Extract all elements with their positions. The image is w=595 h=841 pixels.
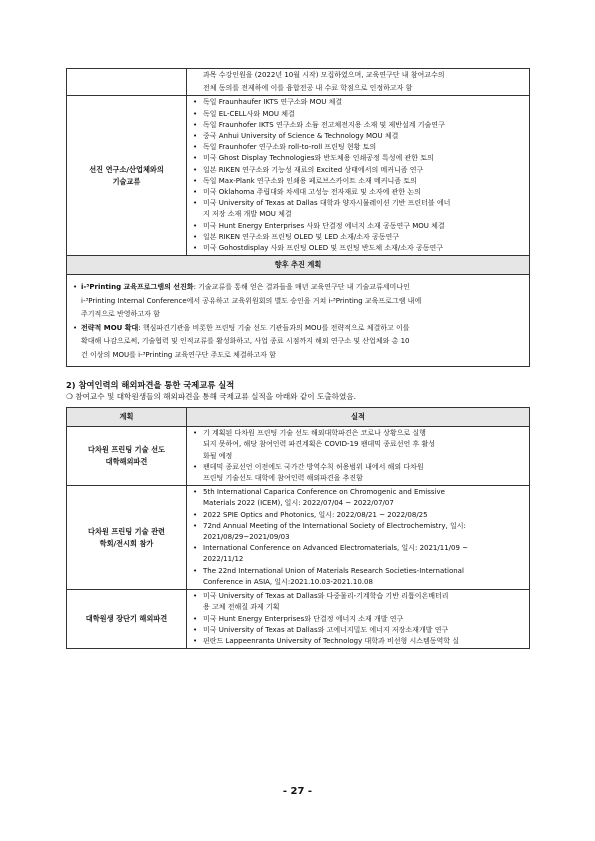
- result-item: • 팬데믹 종료선언 이전에도 국가간 방역수칙 허용범위 내에서 해외 다차원: [191, 462, 525, 473]
- result-item: 2021/08/29~2021/09/03: [203, 533, 290, 542]
- continuation-line: 과목 수강인원을 (2022년 10월 시작) 모집하였으며, 교육연구단 내 참여교수의: [203, 71, 445, 79]
- result-item: • 미국 University of Texas at Dallas와 고에너지밀도 에너지 저장소재개발 연구: [191, 625, 525, 636]
- row-label: 선진 연구소/산업체와의 기술교류: [67, 96, 187, 256]
- plan-item-cont: 건 이상의 MOU를 i-³Printing 교육연구단 주도로 체결하고자 함: [81, 350, 276, 359]
- result-item: • 기 계획된 다차원 프린팅 기술 선도 해외대학파견은 코로나 상황으로 실행: [191, 428, 525, 439]
- result-item: 되지 못하여, 해당 참여인력 파견계획은 COVID-19 팬데믹 종료선언 후 활성: [203, 440, 436, 449]
- result-list: [187, 590, 529, 648]
- col-header-plan: 계획: [67, 408, 187, 427]
- row-label: 다차원 프린팅 기술 선도 대학해외파견: [67, 427, 187, 486]
- plan-item-cont: i-³Printing Internal Conference에서 공유하고 교육위원회의 별도 승인을 거쳐 i-³Printing 교육프로그램 내에: [81, 296, 422, 305]
- exchange-item: • 일본 RIKEN 연구소와 기능성 재료의 Excited 상태에서의 메커니즘 연구: [191, 165, 525, 176]
- plan-item: • 전략적 MOU 확대: 핵심파견기관을 비롯한 프린팅 기술 선도 기관들과의 MOU를 전략적으로 체결하고 이를: [73, 322, 523, 336]
- result-item: • 핀란드 Lappeenranta University of Technology 대학과 비선형 시스템동역학 실: [191, 636, 525, 647]
- continuation-line: 전체 동의를 전제하에 이를 융합전공 내 수료 학점으로 인정하고자 함: [203, 84, 413, 93]
- col-header-result: 실적: [187, 408, 530, 427]
- dispatch-row: [67, 590, 530, 649]
- exchange-item: • 미국 University of Texas at Dallas 대학과 양자시뮬레이션 기반 프린터블 에너: [191, 198, 525, 209]
- exchange-item: • 미국 Ghost Display Technologies와 반도체용 인쇄공정 특성에 관한 토의: [191, 153, 525, 164]
- row-label: 대학원생 장단기 해외파견: [67, 590, 187, 649]
- exchange-item: • 독일 Max-Plank 연구소와 인쇄용 페로브스카이트 소재 메커니즘 토의: [191, 176, 525, 187]
- tech-exchange-row: [67, 96, 530, 256]
- result-item: 프린팅 기술선도 대학에 참여인력 해외파견을 추진함: [203, 474, 363, 483]
- result-item: 화될 예정: [203, 451, 233, 460]
- exchange-item: • 독일 Fraunhaufer IKTS 연구소와 MOU 체결: [191, 97, 525, 108]
- plan-item-cont: 확대해 나감으로써, 기술협력 및 인적교류를 활성화하고, 사업 종료 시점까지 해외 연구소 및 산업체와 총 10: [81, 337, 410, 346]
- result-item: • 5th International Caparica Conference on Chromogenic and Emissive: [191, 487, 525, 498]
- result-item: Conference in ASIA, 일시:2021.10.03-2021.10.08: [203, 577, 373, 586]
- plan-item-cont: 주기적으로 반영하고자 함: [81, 310, 160, 319]
- exchange-item: • 미국 Hunt Energy Enterprises 사와 단결정 에너지 소재 공동연구 MOU 체결: [191, 221, 525, 232]
- dispatch-table: [66, 407, 530, 649]
- result-list: [187, 486, 529, 589]
- dispatch-row: [67, 427, 530, 486]
- result-item: 용 고체 전해질 과제 기획: [203, 603, 280, 612]
- plan-item: • i-³Printing 교육프로그램의 선진화: 기술교류를 통해 얻은 결과들을 매년 교육연구단 내 기술교류세미나인: [73, 281, 523, 295]
- tech-exchange-table: [66, 68, 530, 275]
- result-item: • 미국 University of Texas at Dallas와 다중물리-기계학습 기반 리튬이온배터리: [191, 591, 525, 602]
- result-item: • 72nd Annual Meeting of the International Society of Electrochemistry, 일시:: [191, 521, 525, 532]
- plan-box: [66, 275, 530, 367]
- exchange-item: • 미국 Gohostdisplay 사와 프린팅 OLED 및 프린팅 반도체 소재/소자 공동연구: [191, 243, 525, 254]
- page-number: - 27 -: [282, 786, 313, 797]
- result-list: [187, 427, 529, 485]
- exchange-list: [187, 96, 529, 255]
- dispatch-row: [67, 486, 530, 590]
- continuation-row: [67, 69, 530, 96]
- exchange-item: • 독일 Fraunhofer 연구소와 roll-to-roll 프린팅 현황 토의: [191, 142, 525, 153]
- result-item: 2022/11/12: [203, 555, 244, 564]
- plan-header: 향후 추진 계획: [67, 256, 530, 275]
- exchange-item: • 일본 RIKEN 연구소와 프린팅 OLED 및 LED 소재/소자 공동연구: [191, 232, 525, 243]
- section-title: 2) 참여인력의 해외파견을 통한 국제교류 실적: [66, 380, 235, 391]
- exchange-item: • 미국 Oklahoma 주립대와 차세대 고성능 전자재료 및 소자에 관한 논의: [191, 187, 525, 198]
- result-item: • International Conference on Advanced Electromaterials, 일시: 2021/11/09 ~: [191, 543, 525, 554]
- result-item: • 2022 SPIE Optics and Photonics, 일시: 2022/08/21 ~ 2022/08/25: [191, 510, 525, 521]
- row-label: 다차원 프린팅 기술 관련 학회/전시회 참가: [67, 486, 187, 590]
- page-content: [66, 0, 530, 649]
- exchange-item: • 중국 Anhui University of Science & Technology MOU 체결: [191, 131, 525, 142]
- exchange-item: 지 저장 소재 개발 MOU 체결: [203, 210, 292, 219]
- exchange-item: • 독일 Fraunhofer IKTS 연구소와 소듐 전고체전지용 소재 및 제반설계 기술연구: [191, 120, 525, 131]
- exchange-item: • 독일 EL-CELL사와 MOU 체결: [191, 109, 525, 120]
- result-item: Materials 2022 (ICEM), 일시: 2022/07/04 ~ 2022/07/07: [203, 499, 394, 508]
- result-item: • 미국 Hunt Energy Enterprises와 단결정 에너지 소재 개발 연구: [191, 614, 525, 625]
- result-item: • The 22nd International Union of Materials Research Societies-International: [191, 566, 525, 577]
- section-intro: ❍ 참여교수 및 대학원생들의 해외파견을 통해 국제교류 실적을 아래와 같이 도출하였음.: [66, 392, 357, 402]
